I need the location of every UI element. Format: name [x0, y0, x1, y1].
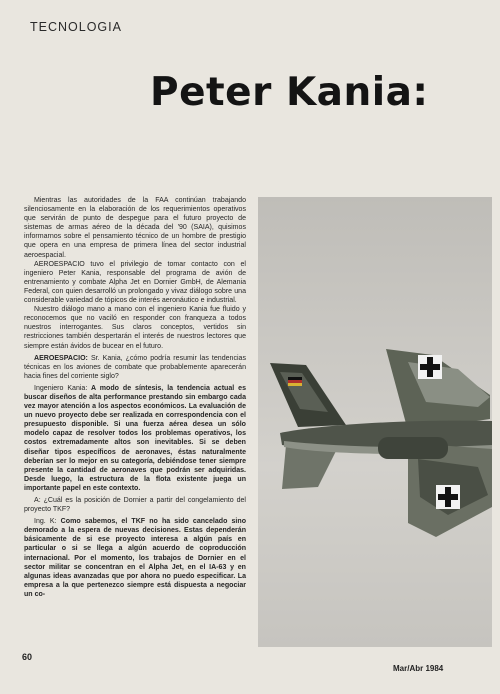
- question-1: [24, 354, 246, 381]
- question-2-lead: A:: [34, 497, 41, 504]
- tail-flag-icon: [288, 377, 302, 386]
- answer-1-lead: Ingeniero Kania:: [34, 384, 88, 392]
- upper-wing-cross-icon: [418, 355, 442, 379]
- intro-paragraph-2: AEROESPACIO tuvo el privilegio de tomar contacto con el ingeniero Peter Kania, responsable del programa de avión de entrenamiento y combate Alpha Jet en Dornier GmbH, de Alemania Federal, con quien desarrolló un prolongado y vivaz diálogo sobre una considerable variedad de tópicos de interés aeronáutico e industrial.: [24, 260, 246, 305]
- question-2: [24, 496, 246, 514]
- intro-paragraph-3: Nuestro diálogo mano a mano con el ingeniero Kania fue fluido y reconocemos que no vaciló en responder con franqueza a todos nuestros interrogantes. Sus claros conceptos, vertidos sin restricciones también despertarán el interés de nuestros lectores que siempre están ávidos de bucear en el futuro.: [24, 306, 246, 350]
- intro-paragraph-1: Mientras las autoridades de la FAA continúan trabajando silenciosamente en la elaboración de los requerimientos operativos que servirán de punto de despegue para el futuro proyecto de sistemas de armas aéreo de la década del '90 (SAIA), quisimos informarnos sobre el pensamiento técnico de un hombre de prestigio que opera en una empresa de primera línea del sector industrial aeroespacial.: [24, 197, 246, 259]
- jet-illustration: [258, 197, 492, 647]
- article-headline: Peter Kania:: [150, 70, 429, 115]
- question-1-text: Sr. Kania, ¿cómo podría resumir las tendencias técnicas en los aviones de combate que probablemente aparecerán hacia fines del corriente siglo?: [24, 354, 246, 380]
- question-1-lead: AEROESPACIO:: [34, 354, 88, 362]
- section-label: TECNOLOGIA: [30, 20, 122, 34]
- jet-engine-nacelle: [378, 437, 448, 459]
- answer-1: [24, 384, 246, 493]
- question-2-text: ¿Cuál es la posición de Dornier a partir del congelamiento del proyecto TKF?: [24, 497, 246, 514]
- answer-2-text: Como sabemos, el TKF no ha sido cancelado sino demorado a la espera de nuevas decisiones. Estas dependerán básicamente de si ese proyecto interesa a algún país en particular o si se llega a algún acuerdo de coproducción internacional. Por el momento, los trabajos de Dornier en el sector militar se concentran en el Alpha Jet, en el IA-63 y en algunas ideas avanzadas que por ahora no puedo especificar. La empresa a la que pertenezco siempre está dispuesta a negociar un co-: [24, 518, 246, 598]
- alpha-jet-photo: [258, 197, 492, 647]
- answer-2: [24, 517, 246, 599]
- lower-wing-cross-icon: [436, 485, 460, 509]
- answer-1-text: A modo de síntesis, la tendencia actual es buscar diseños de alta performance prestando sin embargo cada vez mayor atención a los aspectos económicos. La evaluación de un nuevo proyecto debe ser realizada en correspondencia con el presupuesto disponible. Si una fuerza aérea desea un sólo modelo capaz de resolver todos los problemas operativos, los costos extremadamente altos son inevitables. Si se deben diseñar tipos específicos de aeronaves, éstas naturalmente deberían ser lo mejor en su categoría, debiéndose tener siempre presente la cantidad de aeronaves que podrán ser adquiridas. Desde luego, la estructura de la flota existente juega un importante papel en este contexto.: [24, 384, 246, 492]
- issue-date: Mar/Abr 1984: [393, 664, 444, 673]
- page-number: 60: [22, 652, 33, 662]
- answer-2-lead: Ing. K:: [34, 518, 57, 526]
- article-body-column: [24, 196, 246, 599]
